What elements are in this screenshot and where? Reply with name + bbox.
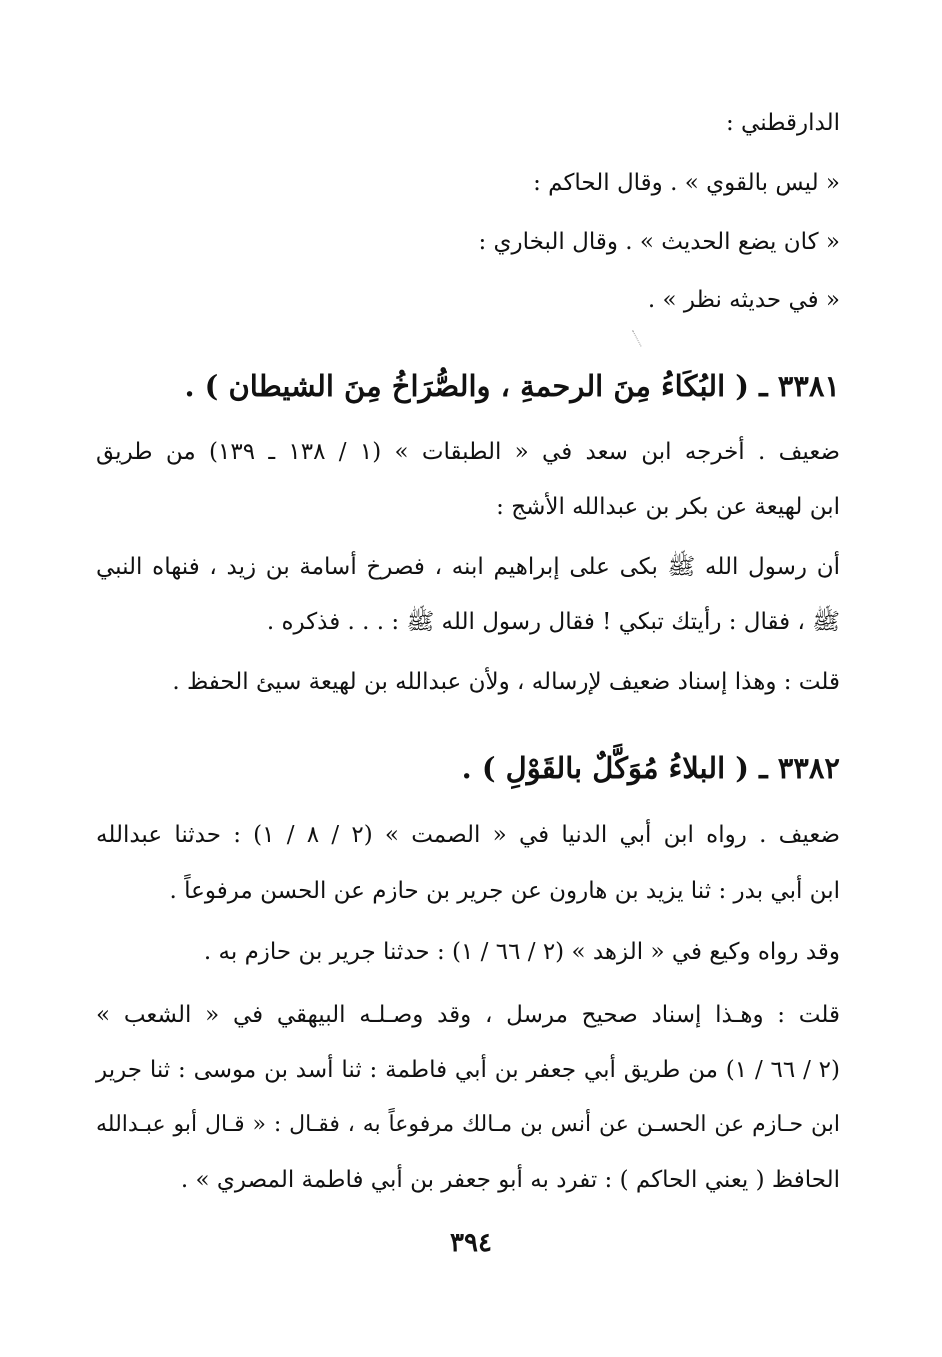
ink-smudge	[632, 327, 647, 346]
text-line: وقد رواه وكيع في « الزهد » (٢ / ٦٦ / ١) : حدثنا جرير بن حازم به .	[203, 939, 840, 965]
text-line: « في حديثه نظر » .	[647, 287, 840, 313]
text-line: أن رسول الله ﷺ بكى على إبراهيم ابنه ، فصرخ أسامة بن زيد ، فنهاه النبي	[96, 554, 840, 580]
text-line: الحافظ ( يعني الحاكم ) : تفرد به أبو جعفر بن أبي فاطمة المصري » .	[180, 1167, 840, 1193]
text-line: « ليس بالقوي » . وقال الحاكم :	[533, 170, 840, 196]
text-line: الدارقطني :	[725, 110, 840, 136]
text-line: ابن لهيعة عن بكر بن عبدالله الأشج :	[496, 494, 840, 520]
page-body	[96, 92, 840, 1292]
text-line: ابن أبي بدر : ثنا يزيد بن هارون عن جرير بن حازم عن الحسن مرفوعاً .	[169, 878, 840, 904]
text-line: (٢ / ٦٦ / ١) من طريق أبي جعفر بن أبي فاطمة : ثنا أسد بن موسى : ثنا جرير	[96, 1057, 841, 1083]
hadith-heading-3382: ٣٣٨٢ ـ ( البلاءُ مُوَكَّلٌ بالقَوْلِ ) .	[461, 751, 840, 785]
text-line: ﷺ ، فقال : رأيتك تبكي ! فقال رسول الله ﷺ : . . . فذكره .	[266, 609, 840, 635]
text-line: ابن حـازم عن الحسـن عن أنس بن مـالك مرفوعاً به ، فقـال : « قـال أبو عبـدالله	[96, 1112, 840, 1137]
text-line: ضعيف . أخرجه ابن سعد في « الطبقات » (١ / ١٣٨ ـ ١٣٩) من طريق	[96, 439, 840, 465]
page-number: ٣٩٤	[450, 1228, 492, 1258]
text-line: ضعيف . رواه ابن أبي الدنيا في « الصمت » (٢ / ٨ / ١) : حدثنا عبدالله	[96, 822, 840, 848]
hadith-heading-3381: ٣٣٨١ ـ ( البُكَاءُ مِنَ الرحمةِ ، والصُّرَاخُ مِنَ الشيطان ) .	[184, 369, 840, 403]
text-line: قلت : وهـذا إسناد صحيح مرسل ، وقد وصـلـه البيهقي في « الشعب »	[96, 1002, 840, 1028]
text-line: « كان يضع الحديث » . وقال البخاري :	[478, 229, 840, 255]
text-line: قلت : وهذا إسناد ضعيف لإرساله ، ولأن عبدالله بن لهيعة سيئ الحفظ .	[172, 669, 840, 695]
